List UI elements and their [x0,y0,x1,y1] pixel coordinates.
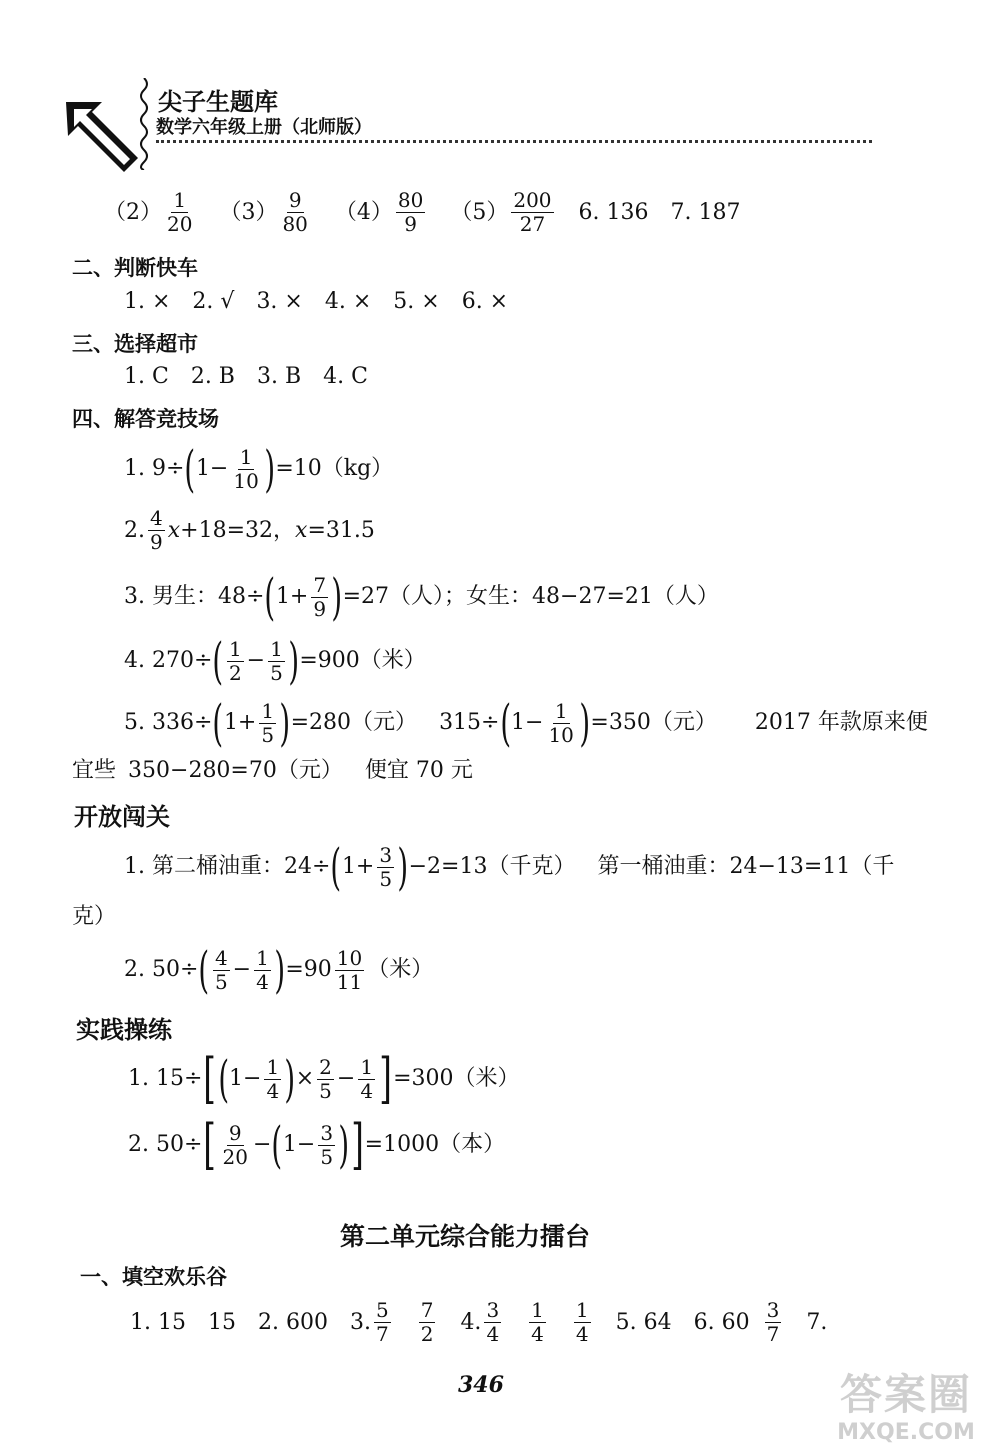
answer-7: 7. 187 [670,199,741,225]
choice-answers: 1. C 2. B 3. B 4. C [124,364,368,389]
header-subtitle: 数学六年级上册（北师版） [156,117,372,138]
solve-q1: 1. 9÷ ( 1− $\frac{1}{10}$ ) =10（kg） [124,440,394,498]
header-title: 尖子生题库 [158,88,278,116]
unit2-fill-heading: 一、填空欢乐谷 [80,1265,227,1289]
header-wavy-line [138,78,150,170]
answer-label-2: （2） [104,199,162,225]
answer-label-5: （5） [450,199,509,225]
answer-6: 6. 136 [578,199,649,225]
fraction: $\frac{200}{27}$ [513,188,552,236]
solve-q4: 4. 270÷ ( $\frac{1}{2}$ − $\frac{1}{5}$ ) =900（米） [124,632,426,690]
fraction: $\frac{9}{80}$ [282,188,308,236]
header-arrow-icon [62,92,146,176]
fraction: $\frac{1}{20}$ [167,188,193,236]
practice-heading: 实践操练 [76,1016,172,1044]
solve-q3: 3. 男生：48÷ ( 1+ $\frac{7}{9}$ ) =27（人）；女生：48−27=21（人） [124,568,719,626]
unit2-title: 第二单元综合能力擂台 [340,1222,591,1251]
unit2-fill-answers: 1. 15 15 2. 600 3. $\frac{5}{7}$ $\frac{7}{2}$ 4. $\frac{3}{4}$ $\frac{1}{4}$ $\frac{1}{4}$ 5. 64 6. 60 $\frac{3}{7}$ 7. [130,1298,828,1346]
solve-q5: 5. 336÷ ( 1+ $\frac{1}{5}$ ) =280（元） 315÷ ( 1− $\frac{1}{10}$ ) =350（元） 2017 年款原来便 [124,694,928,752]
fill-answers-line [104,190,741,235]
answer-label-3: （3） [219,199,278,225]
fraction: $\frac{80}{9}$ [397,188,424,236]
open-q2: 2. 50÷ ( $\frac{4}{5}$ − $\frac{1}{4}$ ) =90 $\frac{10}{11}$ （米） [124,941,434,999]
practice-q2: 2. 50÷ [ $\frac{9}{20}$ − ( 1− $\frac{3}{5}$ ) ] =1000（本） [128,1113,506,1176]
solve-heading: 四、解答竞技场 [72,407,219,431]
answer-label-4: （4） [334,199,393,225]
open-q1-continued: 克） [72,904,117,929]
header-dotted-rule [156,140,872,143]
solve-q2: 2. $\frac{4}{9}$ x +18=32， x =31.5 [124,506,375,554]
practice-q1: 1. 15÷ [ ( 1− $\frac{1}{4}$ ) × $\frac{2}{5}$ − $\frac{1}{4}$ ] =300（米） [128,1047,520,1110]
solve-q5-continued: 宜些 350−280=70（元） 便宜 70 元 [72,758,473,783]
judge-answers: 1. × 2. √ 3. × 4. × 5. × 6. × [124,289,509,314]
open-q1: 1. 第二桶油重：24÷ ( 1+ $\frac{3}{5}$ ) −2=13（千克） 第一桶油重：24−13=11（千 [124,838,895,896]
page-number: 346 [458,1372,504,1398]
judge-heading: 二、判断快车 [72,256,198,280]
watermark-logo: 答案圈 MXQE.COM [837,1370,975,1445]
open-heading: 开放闯关 [74,803,170,831]
choice-heading: 三、选择超市 [72,332,198,356]
